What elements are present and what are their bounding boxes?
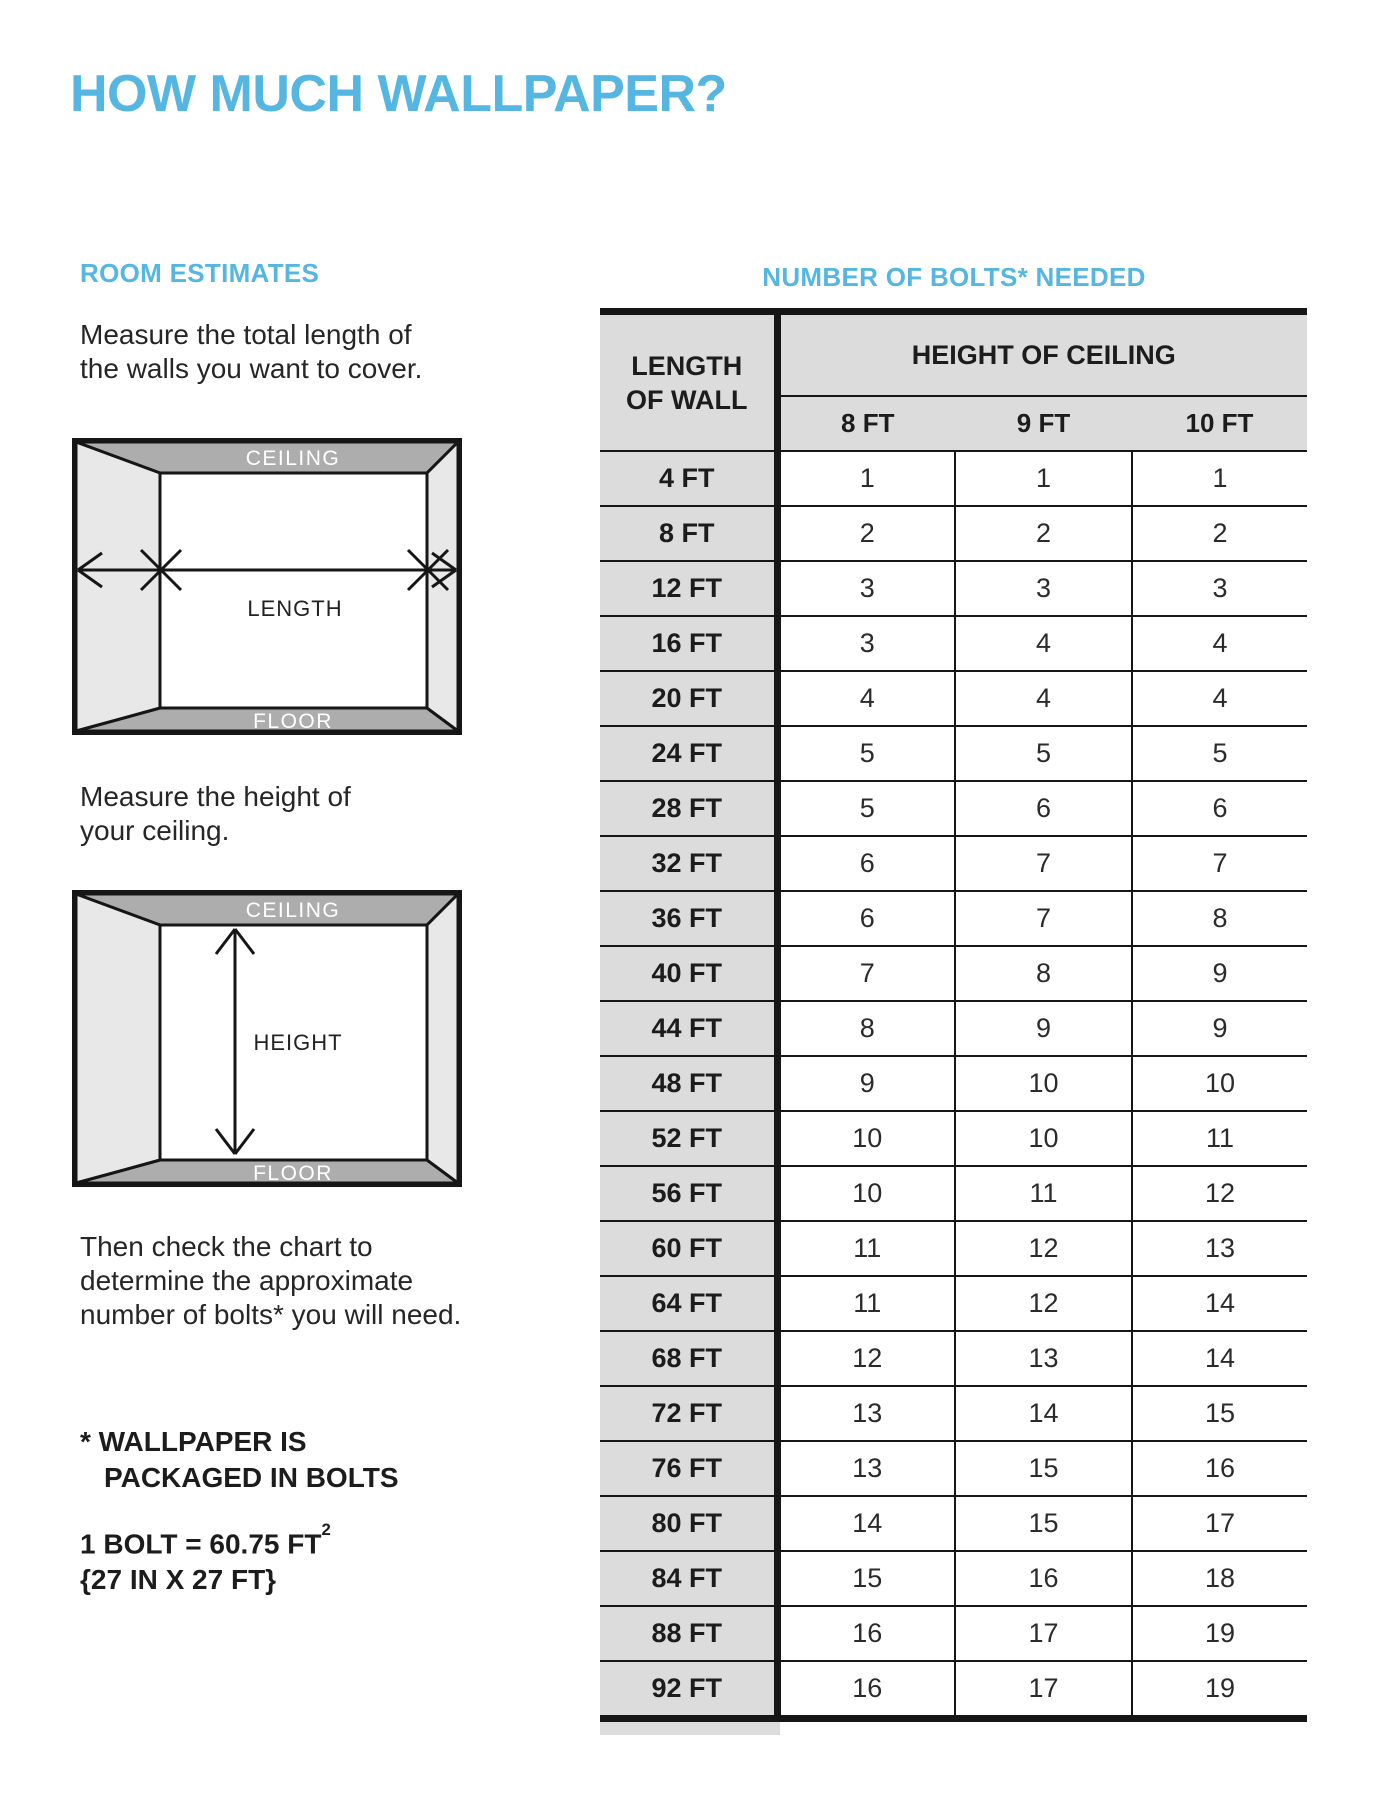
table-row bbox=[600, 781, 1307, 836]
bolts-value-cell: 1 bbox=[955, 451, 1132, 506]
bolts-value-cell: 10 bbox=[1132, 1056, 1307, 1111]
table-row bbox=[600, 1496, 1307, 1551]
floor-label: FLOOR bbox=[253, 1162, 333, 1185]
bolts-value-cell: 12 bbox=[1132, 1166, 1307, 1221]
table-row bbox=[600, 946, 1307, 1001]
col-header-10ft: 10 FT bbox=[1132, 396, 1307, 451]
row-length-label: 44 FT bbox=[600, 1001, 777, 1056]
col-header-8ft: 8 FT bbox=[777, 396, 955, 451]
bolts-value-cell: 7 bbox=[777, 946, 955, 1001]
row-length-label: 40 FT bbox=[600, 946, 777, 1001]
page-title: HOW MUCH WALLPAPER? bbox=[70, 65, 727, 123]
bolts-value-cell: 8 bbox=[777, 1001, 955, 1056]
table-row bbox=[600, 1276, 1307, 1331]
instruction-line: the walls you want to cover. bbox=[80, 353, 423, 384]
ceiling-label: CEILING bbox=[245, 447, 341, 470]
table-row bbox=[600, 1331, 1307, 1386]
row-length-label: 76 FT bbox=[600, 1441, 777, 1496]
length-label: LENGTH bbox=[247, 596, 343, 621]
bolts-value-cell: 16 bbox=[777, 1661, 955, 1719]
bolts-value-cell: 11 bbox=[777, 1276, 955, 1331]
bolts-value-cell: 11 bbox=[777, 1221, 955, 1276]
bolts-value-cell: 17 bbox=[955, 1661, 1132, 1719]
table-footer-tab bbox=[600, 1722, 780, 1735]
room-diagram-height bbox=[72, 890, 462, 1187]
left-wall-panel bbox=[76, 442, 160, 731]
table-row bbox=[600, 836, 1307, 891]
bolts-value-cell: 8 bbox=[1132, 891, 1307, 946]
left-wall-panel bbox=[76, 894, 160, 1183]
table-row bbox=[600, 1056, 1307, 1111]
room-diagram-length bbox=[72, 438, 462, 735]
instruction-measure-height bbox=[80, 780, 351, 848]
bolts-table-body bbox=[600, 451, 1307, 1719]
bolts-value-cell: 3 bbox=[777, 616, 955, 671]
bolts-value-cell: 14 bbox=[777, 1496, 955, 1551]
note-line: PACKAGED IN BOLTS bbox=[104, 1462, 399, 1493]
table-row bbox=[600, 1551, 1307, 1606]
bolts-value-cell: 15 bbox=[955, 1441, 1132, 1496]
table-row bbox=[600, 1661, 1307, 1719]
row-length-label: 28 FT bbox=[600, 781, 777, 836]
bolts-value-cell: 12 bbox=[955, 1276, 1132, 1331]
bolts-value-cell: 2 bbox=[1132, 506, 1307, 561]
row-length-label: 20 FT bbox=[600, 671, 777, 726]
row-length-label: 52 FT bbox=[600, 1111, 777, 1166]
bolts-value-cell: 3 bbox=[955, 561, 1132, 616]
bolts-value-cell: 2 bbox=[955, 506, 1132, 561]
bolts-value-cell: 5 bbox=[777, 781, 955, 836]
bolts-value-cell: 7 bbox=[955, 836, 1132, 891]
bolts-value-cell: 10 bbox=[777, 1111, 955, 1166]
table-row bbox=[600, 1606, 1307, 1661]
note-line: * WALLPAPER IS bbox=[80, 1426, 307, 1457]
floor-label: FLOOR bbox=[253, 710, 333, 733]
bolts-value-cell: 8 bbox=[955, 946, 1132, 1001]
bolts-value-cell: 12 bbox=[955, 1221, 1132, 1276]
squared-superscript: 2 bbox=[321, 1519, 331, 1539]
bolts-value-cell: 4 bbox=[955, 616, 1132, 671]
row-length-label: 32 FT bbox=[600, 836, 777, 891]
height-of-ceiling-header: HEIGHT OF CEILING bbox=[777, 312, 1307, 397]
row-length-label: 56 FT bbox=[600, 1166, 777, 1221]
table-title: NUMBER OF BOLTS* NEEDED bbox=[762, 262, 1146, 292]
instruction-line: Measure the total length of bbox=[80, 319, 412, 350]
table-row bbox=[600, 1166, 1307, 1221]
row-length-label: 48 FT bbox=[600, 1056, 777, 1111]
row-length-label: 88 FT bbox=[600, 1606, 777, 1661]
bolts-value-cell: 9 bbox=[955, 1001, 1132, 1056]
ceiling-label: CEILING bbox=[245, 899, 341, 922]
table-row bbox=[600, 1001, 1307, 1056]
row-length-label: 60 FT bbox=[600, 1221, 777, 1276]
bolts-value-cell: 5 bbox=[777, 726, 955, 781]
bolts-value-cell: 12 bbox=[777, 1331, 955, 1386]
bolts-value-cell: 14 bbox=[1132, 1276, 1307, 1331]
bolts-value-cell: 4 bbox=[1132, 671, 1307, 726]
bolts-section bbox=[600, 262, 1308, 1735]
instruction-line: determine the approximate bbox=[80, 1265, 414, 1296]
row-length-label: 64 FT bbox=[600, 1276, 777, 1331]
row-length-label: 12 FT bbox=[600, 561, 777, 616]
table-row bbox=[600, 1111, 1307, 1166]
table-row bbox=[600, 1441, 1307, 1496]
bolts-value-cell: 7 bbox=[955, 891, 1132, 946]
bolts-value-cell: 14 bbox=[955, 1386, 1132, 1441]
row-length-label: 84 FT bbox=[600, 1551, 777, 1606]
row-length-label: 8 FT bbox=[600, 506, 777, 561]
bolts-value-cell: 13 bbox=[777, 1386, 955, 1441]
bolts-value-cell: 9 bbox=[1132, 946, 1307, 1001]
instruction-line: your ceiling. bbox=[80, 815, 230, 846]
room-estimates-heading: ROOM ESTIMATES bbox=[80, 258, 320, 288]
bolts-value-cell: 10 bbox=[955, 1056, 1132, 1111]
table-header-row bbox=[600, 312, 1307, 397]
instruction-measure-length bbox=[80, 318, 422, 386]
bolts-value-cell: 7 bbox=[1132, 836, 1307, 891]
instruction-line: number of bolts* you will need. bbox=[80, 1299, 462, 1330]
right-wall-panel bbox=[427, 894, 458, 1183]
bolts-value-cell: 9 bbox=[777, 1056, 955, 1111]
bolt-equation: 1 BOLT = 60.75 $FT^2$ bbox=[80, 1519, 331, 1560]
note-wallpaper-bolts bbox=[80, 1424, 399, 1496]
bolt-dimensions: {27 IN X 27 FT} bbox=[80, 1564, 277, 1596]
table-row bbox=[600, 616, 1307, 671]
table-row bbox=[600, 506, 1307, 561]
row-length-label: 80 FT bbox=[600, 1496, 777, 1551]
bolts-value-cell: 17 bbox=[1132, 1496, 1307, 1551]
bolts-value-cell: 18 bbox=[1132, 1551, 1307, 1606]
bolts-value-cell: 15 bbox=[1132, 1386, 1307, 1441]
bolts-value-cell: 1 bbox=[1132, 451, 1307, 506]
bolts-value-cell: 6 bbox=[777, 836, 955, 891]
bolts-value-cell: 13 bbox=[955, 1331, 1132, 1386]
bolts-value-cell: 6 bbox=[1132, 781, 1307, 836]
bolts-value-cell: 4 bbox=[1132, 616, 1307, 671]
bolts-value-cell: 16 bbox=[955, 1551, 1132, 1606]
col-header-9ft: 9 FT bbox=[955, 396, 1132, 451]
bolts-value-cell: 11 bbox=[955, 1166, 1132, 1221]
bolts-value-cell: 3 bbox=[1132, 561, 1307, 616]
bolts-value-cell: 10 bbox=[955, 1111, 1132, 1166]
table-row bbox=[600, 561, 1307, 616]
bolts-value-cell: 9 bbox=[1132, 1001, 1307, 1056]
bolts-value-cell: 16 bbox=[777, 1606, 955, 1661]
back-wall-panel bbox=[160, 473, 427, 708]
bolts-value-cell: 13 bbox=[1132, 1221, 1307, 1276]
row-length-label: 36 FT bbox=[600, 891, 777, 946]
bolts-value-cell: 4 bbox=[777, 671, 955, 726]
table-row bbox=[600, 1221, 1307, 1276]
table-row bbox=[600, 891, 1307, 946]
row-length-label: 68 FT bbox=[600, 1331, 777, 1386]
table-row bbox=[600, 726, 1307, 781]
row-length-label: 24 FT bbox=[600, 726, 777, 781]
row-length-label: 72 FT bbox=[600, 1386, 777, 1441]
bolts-value-cell: 2 bbox=[777, 506, 955, 561]
bolts-value-cell: 11 bbox=[1132, 1111, 1307, 1166]
bolts-value-cell: 19 bbox=[1132, 1606, 1307, 1661]
table-row bbox=[600, 671, 1307, 726]
table-row bbox=[600, 451, 1307, 506]
bolts-value-cell: 13 bbox=[777, 1441, 955, 1496]
bolts-value-cell: 4 bbox=[955, 671, 1132, 726]
bolts-value-cell: 3 bbox=[777, 561, 955, 616]
bolts-value-cell: 6 bbox=[955, 781, 1132, 836]
height-label: HEIGHT bbox=[253, 1030, 343, 1055]
row-length-label: 16 FT bbox=[600, 616, 777, 671]
bolts-value-cell: 10 bbox=[777, 1166, 955, 1221]
table-row bbox=[600, 1386, 1307, 1441]
bolts-value-cell: 16 bbox=[1132, 1441, 1307, 1496]
bolts-value-cell: 19 bbox=[1132, 1661, 1307, 1719]
row-length-label: 92 FT bbox=[600, 1661, 777, 1719]
instruction-line: Then check the chart to bbox=[80, 1231, 373, 1262]
length-of-wall-header: LENGTH OF WALL bbox=[600, 312, 777, 452]
bolts-value-cell: 6 bbox=[777, 891, 955, 946]
bolts-table bbox=[600, 308, 1307, 1722]
bolts-value-cell: 14 bbox=[1132, 1331, 1307, 1386]
note-bolt-size bbox=[80, 1520, 331, 1598]
bolts-value-cell: 15 bbox=[955, 1496, 1132, 1551]
bolts-value-cell: 17 bbox=[955, 1606, 1132, 1661]
instruction-check-chart bbox=[80, 1230, 461, 1332]
bolts-value-cell: 5 bbox=[955, 726, 1132, 781]
instruction-line: Measure the height of bbox=[80, 781, 351, 812]
bolts-value-cell: 1 bbox=[777, 451, 955, 506]
bolts-value-cell: 15 bbox=[777, 1551, 955, 1606]
bolts-value-cell: 5 bbox=[1132, 726, 1307, 781]
row-length-label: 4 FT bbox=[600, 451, 777, 506]
